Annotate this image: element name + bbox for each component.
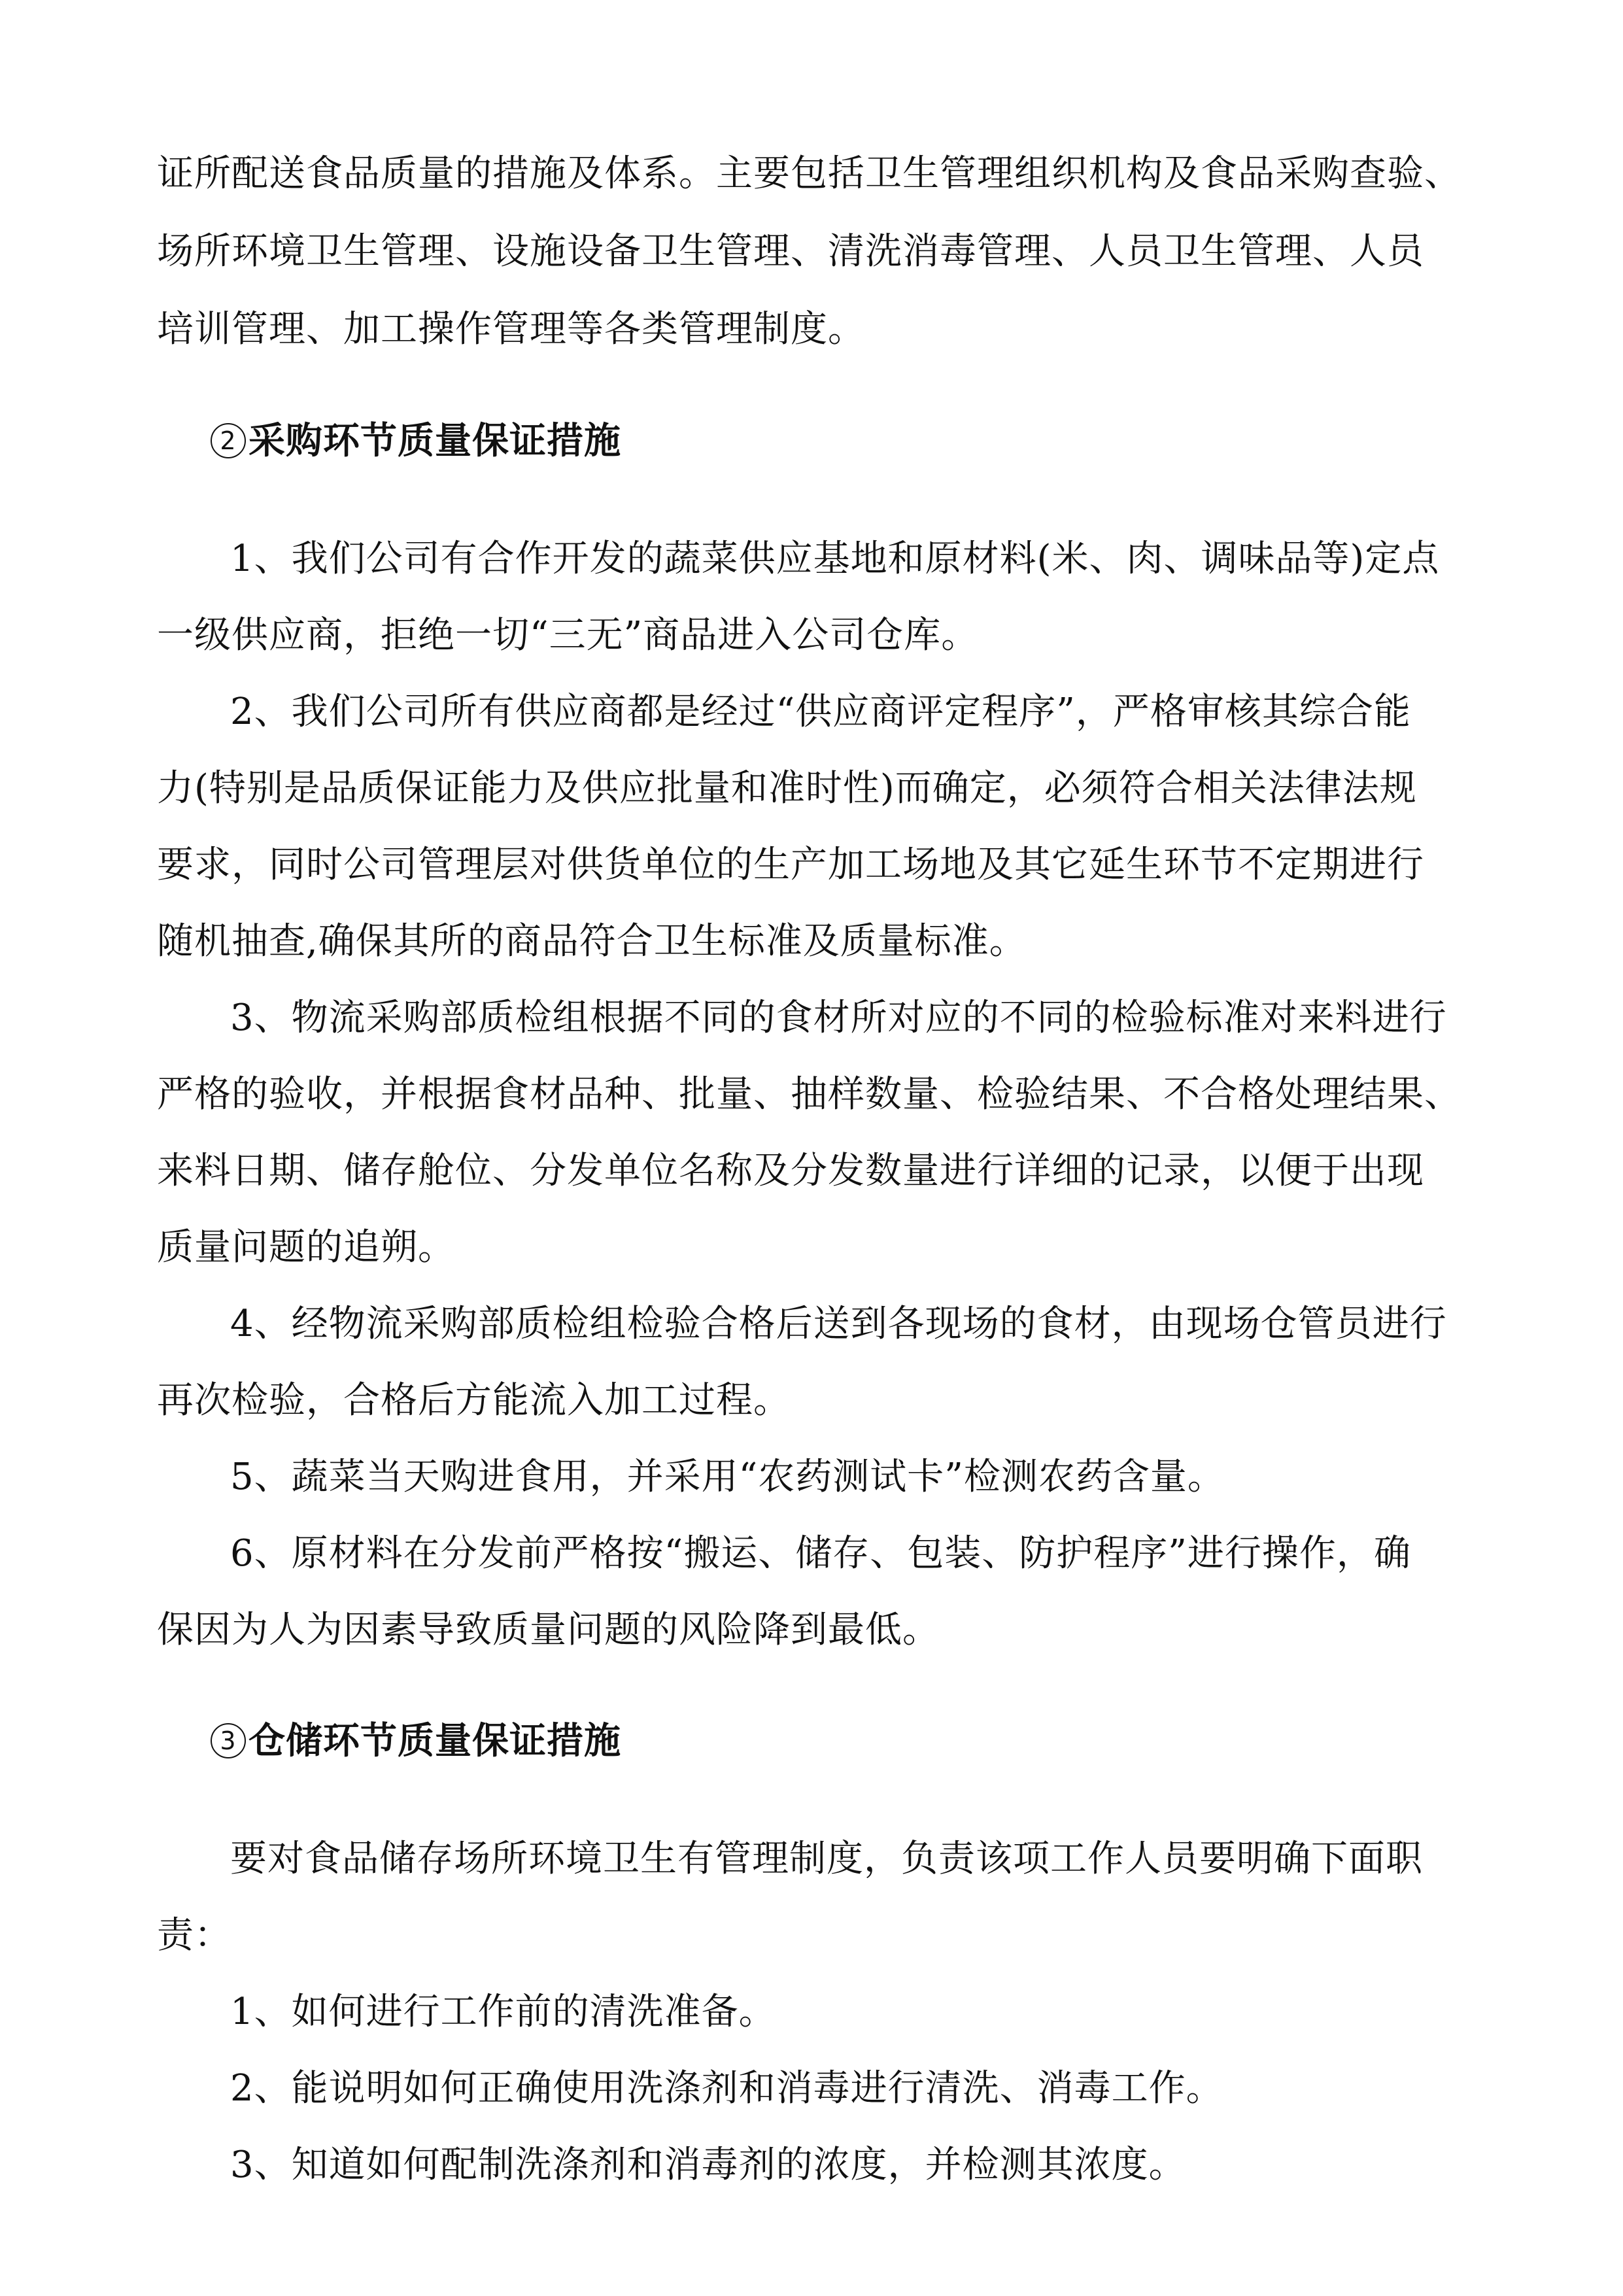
section-3-line-4: 2、能说明如何正确使用洗涤剂和消毒进行清洗、消毒工作。: [230, 2067, 1223, 2110]
section-2-line-5: 要求，同时公司管理层对供货单位的生产加工场地及其它延生环节不定期进行: [157, 844, 1424, 886]
section-2-line-3: 2、我们公司所有供应商都是经过“供应商评定程序”，严格审核其综合能: [230, 691, 1411, 733]
section-2-line-2: 一级供应商，拒绝一切“三无”商品进入公司仓库。: [157, 614, 979, 657]
section-2-line-6: 随机抽查,确保其所的商品符合卫生标准及质量标准。: [157, 920, 1027, 963]
section-2-line-13: 5、蔬菜当天购进食用，并采用“农药测试卡”检测农药含量。: [230, 1456, 1225, 1498]
section-2-line-12: 再次检验，合格后方能流入加工过程。: [157, 1379, 791, 1422]
section-3-line-5: 3、知道如何配制洗涤剂和消毒剂的浓度，并检测其浓度。: [230, 2144, 1186, 2186]
section-3-number: 3: [211, 1723, 246, 1758]
section-3-line-2: 责：: [157, 1914, 231, 1957]
intro-line-1: 证所配送食品质量的措施及体系。主要包括卫生管理组织机构及食品采购查验、: [157, 152, 1461, 195]
section-2-line-8: 严格的验收，并根据食材品种、批量、抽样数量、检验结果、不合格处理结果、: [157, 1073, 1461, 1116]
section-2-line-10: 质量问题的追朔。: [157, 1226, 455, 1269]
section-2-heading: [211, 419, 621, 464]
section-3-title: 仓储环节质量保证措施: [248, 1720, 621, 1762]
section-2-number: 2: [211, 423, 246, 458]
section-2-line-11: 4、经物流采购部质检组检验合格后送到各现场的食材，由现场仓管员进行: [230, 1303, 1447, 1345]
section-2-line-4: 力(特别是品质保证能力及供应批量和准时性)而确定，必须符合相关法律法规: [157, 767, 1417, 810]
section-2-line-15: 保因为人为因素导致质量问题的风险降到最低。: [157, 1609, 940, 1651]
section-3-heading: [211, 1719, 621, 1764]
section-2-line-1: 1、我们公司有合作开发的蔬菜供应基地和原材料(米、肉、调味品等)定点: [230, 538, 1440, 580]
section-2-line-14: 6、原材料在分发前严格按“搬运、储存、包装、防护程序”进行操作，确: [230, 1532, 1411, 1575]
section-3-line-1: 要对食品储存场所环境卫生有管理制度，负责该项工作人员要明确下面职: [230, 1838, 1423, 1880]
intro-line-3: 培训管理、加工操作管理等各类管理制度。: [157, 308, 865, 351]
intro-line-2: 场所环境卫生管理、设施设备卫生管理、清洗消毒管理、人员卫生管理、人员: [157, 230, 1424, 273]
section-3-line-3: 1、如何进行工作前的清洗准备。: [230, 1991, 776, 2033]
section-2-line-7: 3、物流采购部质检组根据不同的食材所对应的不同的检验标准对来料进行: [230, 997, 1447, 1039]
section-2-line-9: 来料日期、储存舱位、分发单位名称及分发数量进行详细的记录，以便于出现: [157, 1150, 1424, 1192]
section-2-title: 采购环节质量保证措施: [248, 420, 621, 462]
